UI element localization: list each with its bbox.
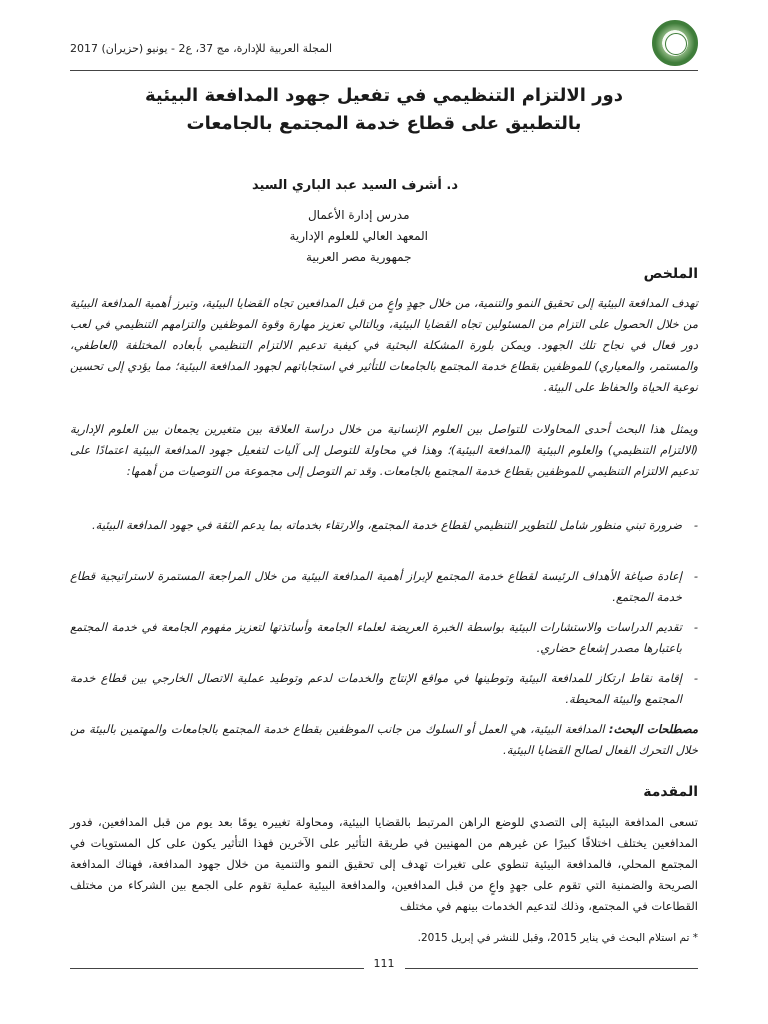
journal-citation: المجلة العربية للإدارة، مج 37، ع2 - يونيو (حزيران) 2017 — [70, 42, 333, 55]
abstract-heading: الملخص — [643, 266, 698, 282]
recommendation-item — [70, 668, 698, 710]
keywords-text: المدافعة البيئية، هي العمل أو السلوك من جانب الموظفين بقطاع خدمة المجتمع بالجامعات والمهتمين بالبيئة من خلال التحرك الفعال لصالح القضايا البيئية. — [70, 722, 698, 757]
page-number — [0, 957, 768, 970]
recommendation-text: إعادة صياغة الأهداف الرئيسة لقطاع خدمة المجتمع لإبراز أهمية المدافعة البيئية من خلال المراجعة المستمرة لاستراتيجية قطاع خدمة المجتمع. — [70, 569, 682, 604]
bullet-dash-icon: - — [693, 518, 698, 532]
header-divider — [70, 70, 698, 71]
recommendation-text: إقامة نقاط ارتكاز للمدافعة البيئية وتوطينها في مواقع الإنتاج والخدمات لدعم وتوطيد عملية الاتصال الخارجي بين قطاع خدمة المجتمع والبيئة المحيطة. — [70, 671, 682, 706]
recommendation-item — [70, 515, 698, 536]
footnote: * تم استلام البحث في يناير 2015، وقبل للنشر في إبريل 2015. — [417, 932, 698, 944]
intro-heading: المقدمة — [643, 784, 698, 800]
bullet-dash-icon: - — [693, 620, 698, 634]
title-line-1: دور الالتزام التنظيمي في تفعيل جهود المدافعة البيئية — [144, 85, 623, 106]
intro-paragraph: تسعى المدافعة البيئية إلى التصدي للوضع الراهن المرتبط بالقضايا البيئية، ومحاولة تغييره يومًا بعد يوم من قبل المدافعين، فدور المدافعين يختلف اختلافًا كبيرًا عن غيرهم من المهنيين في طريقة التأثير على الآخرين فهذا التأثير يكون على كل المستويات في المجتمع المحلي، فالمدافعة البيئية تنطوي على تغيرات تهدف إلى تحقيق النمو والتنمية من خلال جهود المدافعة، فهناك المدافعة الصريحة والضمنية التي تقوم على جهدٍ واعٍ من قبل المدافعين، والمدافعة البيئية عملية تقوم على الجمع بين الشركاء من مختلف القطاعات في المجتمع، وذلك لتدعيم الخدمات بينهم في مختلف — [70, 815, 698, 913]
affiliation-line: مدرس إدارة الأعمال — [307, 208, 410, 222]
abstract-paragraph-2: ويمثل هذا البحث أحدى المحاولات للتواصل بين العلوم الإنسانية من خلال دراسة العلاقة بين متغيرين يجمعان بين العلوم الإدارية (الالتزام التنظيمي) والعلوم البيئية (المدافعة البيئية)؛ وهذا في محاولة للتوصل إلى آليات لتفعيل جهود المدافعة البيئية اعتمادًا على تدعيم الالتزام التنظيمي للموظفين بقطاع خدمة المجتمع بالجامعات. وقد تم التوصل إلى مجموعة من التوصيات من أهمها: — [70, 422, 698, 478]
recommendation-item — [70, 617, 698, 659]
article-title — [90, 82, 678, 138]
keywords-label: مصطلحات البحث: — [608, 722, 699, 736]
title-line-2: بالتطبيق على قطاع خدمة المجتمع بالجامعات — [186, 113, 582, 134]
journal-logo-icon — [652, 20, 698, 66]
bullet-dash-icon: - — [693, 671, 698, 685]
recommendation-text: ضرورة تبني منظور شامل للتطوير التنظيمي لقطاع خدمة المجتمع، والارتقاء بخدماته بما يدعم الثقة في جهود المدافعة البيئية. — [92, 518, 682, 532]
recommendation-item — [70, 566, 698, 608]
keywords-block — [70, 719, 698, 761]
affiliation-line: المعهد العالي للعلوم الإدارية — [289, 229, 428, 243]
page-number-text: 111 — [364, 957, 405, 970]
abstract-paragraph-1: تهدف المدافعة البيئية إلى تحقيق النمو والتنمية، من خلال جهدٍ واعٍ من قبل المدافعين تجاه القضايا البيئية، وتبرز أهمية المدافعة البيئية من خلال الحصول على التزام من المسئولين تجاه القضايا البيئية، وبالتالي تعزيز مهارة وقوة الموظفين والتزامهم التنظيمي في لعب دور فعال في نجاح تلك الجهود. ويمكن بلورة المشكلة البحثية في كيفية تدعيم الالتزام التنظيمي بأبعاده المختلفة (العاطفي، والمستمر، والمعياري) للموظفين بقطاع خدمة المجتمع بالجامعات للتأثير في استجاباتهم لجهود المدافعة البيئية؛ مما يؤدي إلى تحسين نوعية الحياة والحفاظ على البيئة. — [70, 296, 698, 394]
author-name: د. أشرف السيد عبد الباري السيد — [251, 178, 458, 193]
author-affiliation — [289, 205, 428, 268]
page-header — [70, 20, 698, 68]
bullet-dash-icon: - — [693, 569, 698, 583]
recommendation-text: تقديم الدراسات والاستشارات البيئية بواسطة الخبرة العريضة لعلماء الجامعة وأساتذتها لتعزيز مفهوم الجامعة في خدمة المجتمع باعتبارها مصدر إشعاع حضاري. — [70, 620, 682, 655]
affiliation-line: جمهورية مصر العربية — [305, 250, 412, 264]
